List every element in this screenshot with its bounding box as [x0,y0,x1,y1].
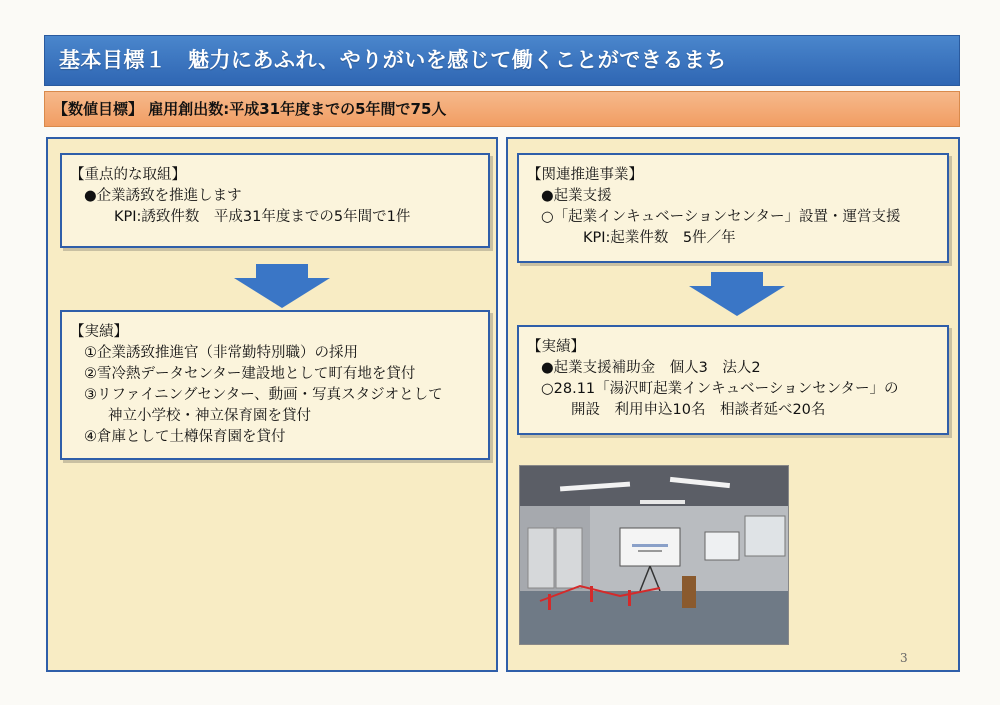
left-results-item: ①企業誘致推進官（非常勤特別職）の採用 [84,345,358,361]
numeric-target-label: 【数値目標】 [53,100,144,118]
related-sub: ○「起業インキュベーションセンター」設置・運営支援 [541,209,901,225]
left-results-item: ③リファイニングセンター、動画・写真スタジオとして [84,387,443,403]
down-arrow-stem-right [711,272,763,286]
numeric-target-text: 雇用創出数:平成31年度までの5年間で75人 [148,100,447,118]
related-heading: 【関連推進事業】 [527,167,643,183]
focus-initiatives-box [60,153,490,248]
related-bullet: ●起業支援 [541,188,612,204]
left-results-item: ②雪冷熱データセンター建設地として町有地を貸付 [84,366,416,382]
numeric-target-bar [44,91,960,127]
related-kpi: KPI:起業件数 5件／年 [583,230,736,246]
left-results-heading: 【実績】 [70,324,128,340]
incubation-center-photo [519,465,789,645]
page-number: 3 [900,651,908,665]
focus-kpi: KPI:誘致件数 平成31年度までの5年間で1件 [114,209,411,225]
right-results-item: ○28.11「湯沢町起業インキュベーションセンター」の [541,381,899,397]
left-results-item: 神立小学校・神立保育園を貸付 [108,408,311,424]
focus-bullet: ●企業誘致を推進します [84,188,242,204]
down-arrow-stem-left [256,264,308,278]
down-arrow-right-icon [689,286,785,316]
page-title: 基本目標１ 魅力にあふれ、やりがいを感じて働くことができるまち [44,35,960,86]
right-results-box [517,325,949,435]
down-arrow-left-icon [234,278,330,308]
right-results-heading: 【実績】 [527,339,585,355]
related-projects-box [517,153,949,263]
right-results-item: 開設 利用申込10名 相談者延べ20名 [571,402,826,418]
left-results-box [60,310,490,460]
right-results-item: ●起業支援補助金 個人3 法人2 [541,360,761,376]
focus-heading: 【重点的な取組】 [70,167,186,183]
room-photo-illustration [520,466,789,645]
left-results-item: ④倉庫として土樽保育園を貸付 [84,429,286,445]
